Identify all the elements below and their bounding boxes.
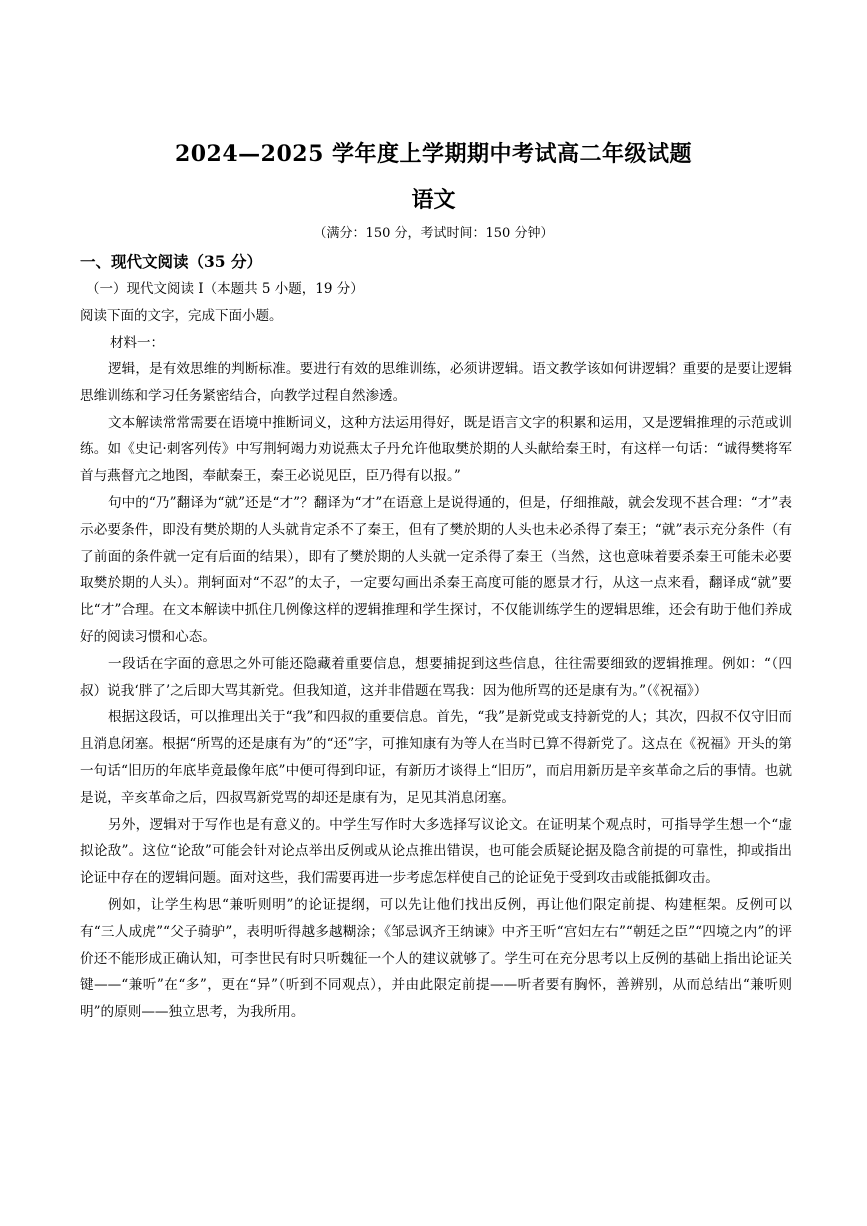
material-label: 材料一： [110, 335, 164, 351]
exam-meta: （满分：150 分，考试时间：150 分钟） [313, 226, 554, 241]
subsection-heading: （一）现代文阅读 I（本题共 5 小题，19 分） [86, 281, 364, 297]
exam-title: 2024—2025 学年度上学期期中考试高二年级试题 [174, 141, 693, 167]
paragraph: 另外，逻辑对于写作也是有意义的。中学生写作时大多选择写议论文。在证明某个观点时，可指导学生想一个“虚拟论敌”。这位“论敌”可能会针对论点举出反例或从论点推出错误，也可能会质疑论据及隐含前提的可靠性，抑或指出论证中存在的逻辑问题。面对这些，我们需要再进一步考虑怎样使自己的论证免于受到攻击或能抵御攻击。 [80, 816, 792, 887]
subject-title: 语文 [411, 187, 456, 213]
paragraph: 根据这段话，可以推理出关于“我”和四叔的重要信息。首先，“我”是新党或支持新党的人；其次，四叔不仅守旧而且消息闭塞。根据“所骂的还是康有为”的“还”字，可推知康有为等人在当时已算不得新党了。这点在《祝福》开头的第一句话“旧历的年底毕竟最像年底”中便可得到印证，有新历才谈得上“旧历”，而启用新历是辛亥革命之后的事情。也就是说，辛亥革命之后，四叔骂新党骂的却还是康有为，足见其消息闭塞。 [80, 709, 792, 806]
paragraph: 逻辑，是有效思维的判断标准。要进行有效的思维训练，必须讲逻辑。语文教学该如何讲逻辑？重要的是要让逻辑思维训练和学习任务紧密结合，向教学过程自然渗透。 [80, 361, 792, 404]
paragraph: 文本解读常常需要在语境中推断词义，这种方法运用得好，既是语言文字的积累和运用，又是逻辑推理的示范或训练。如《史记·刺客列传》中写荆轲竭力劝说燕太子丹允许他取樊於期的人头献给秦王时，有这样一句话：“诚得樊将军首与燕督亢之地图，奉献秦王，秦王必说见臣，臣乃得有以报。” [80, 414, 792, 485]
section-heading: 一、现代文阅读（35 分） [80, 252, 262, 271]
paragraph: 句中的“乃”翻译为“就”还是“才”？翻译为“才”在语意上是说得通的，但是，仔细推敲，就会发现不甚合理：“才”表示必要条件，即没有樊於期的人头就肯定杀不了秦王，但有了樊於期的人头也未必杀得了秦王；“就”表示充分条件（有了前面的条件就一定有后面的结果），即有了樊於期的人头就一定杀得了秦王（当然，这也意味着要杀秦王可能未必要取樊於期的人头）。荆轲面对“不忍”的太子，一定要勾画出杀秦王高度可能的愿景才行，从这一点来看，翻译成“就”要比“才”合理。在文本解读中抓住几例像这样的逻辑推理和学生探讨，不仅能训练学生的逻辑思维，还会有助于他们养成好的阅读习惯和心态。 [80, 494, 792, 645]
passage-body [80, 356, 792, 1026]
paragraph: 一段话在字面的意思之外可能还隐藏着重要信息，想要捕捉到这些信息，往往需要细致的逻辑推理。例如：“（四叔）说我‘胖了’之后即大骂其新党。但我知道，这并非借题在骂我：因为他所骂的还是康有为。”（《祝福》） [80, 655, 792, 699]
paragraph: 例如，让学生构思“兼听则明”的论证提纲，可以先让他们找出反例，再让他们限定前提、构建框架。反例可以有“三人成虎”“父子骑驴”，表明听得越多越糊涂；《邹忌讽齐王纳谏》中齐王听“宫妇左右”“朝廷之臣”“四境之内”的评价还不能形成正确认知，可李世民有时只听魏征一个人的建议就够了。学生可在充分思考以上反例的基础上指出论证关键——“兼听”在“多”，更在“异”（听到不同观点），并由此限定前提——听者要有胸怀，善辨别，从而总结出“兼听则明”的原则——独立思考，为我所用。 [80, 896, 792, 1021]
reading-instruction: 阅读下面的文字，完成下面小题。 [80, 308, 283, 324]
